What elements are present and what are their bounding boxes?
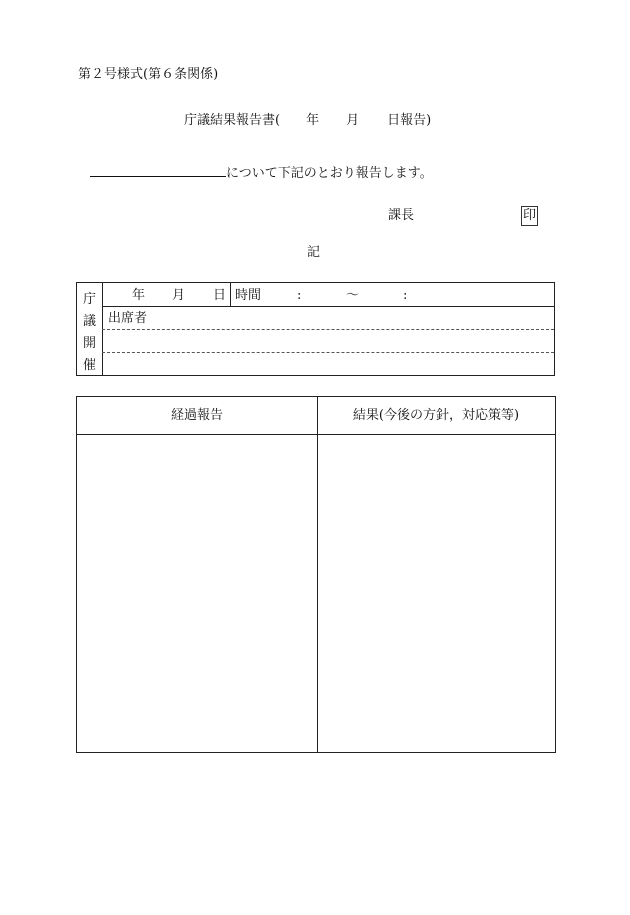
subject-blank-line[interactable] [90, 164, 226, 177]
time-label: 時間 [235, 288, 262, 303]
date-year-label: 年 [132, 288, 146, 303]
meeting-date-cell[interactable] [102, 283, 231, 306]
progress-header: 経過報告 [170, 408, 223, 423]
ki-label: 記 [307, 245, 321, 260]
attendees-row-3[interactable] [102, 352, 554, 375]
report-statement-row [90, 164, 433, 180]
meeting-table [76, 282, 555, 376]
title-year: 年 [306, 113, 320, 128]
meeting-date-time-row [102, 283, 554, 307]
result-content-area[interactable] [318, 435, 555, 752]
date-day-label: 日 [213, 288, 227, 303]
chief-label: 課長 [388, 208, 415, 223]
progress-content-area[interactable] [77, 435, 316, 752]
title-day-report: 日報告) [387, 113, 432, 128]
attendees-row[interactable] [102, 306, 554, 330]
side-char-3: 開 [82, 336, 96, 351]
meeting-side-label [77, 283, 103, 375]
form-number: 第２号様式(第６条関係) [78, 67, 219, 82]
title-month: 月 [346, 113, 360, 128]
attendees-row-2[interactable] [102, 329, 554, 353]
result-header: 結果(今後の方針，対応策等) [352, 408, 520, 423]
document-title [184, 114, 431, 127]
report-statement: について下記のとおり報告します。 [226, 166, 433, 181]
report-table [76, 396, 556, 753]
time-start-colon: : [297, 288, 302, 303]
side-char-1: 庁 [82, 292, 96, 307]
date-month-label: 月 [172, 288, 186, 303]
title-main: 庁議結果報告書( [184, 113, 281, 128]
attendees-label: 出席者 [108, 311, 148, 326]
side-char-4: 催 [82, 358, 96, 373]
time-end-colon: : [403, 288, 408, 303]
time-tilde: ～ [346, 288, 360, 303]
side-char-2: 議 [82, 314, 96, 329]
seal-stamp: 印 [521, 206, 538, 226]
